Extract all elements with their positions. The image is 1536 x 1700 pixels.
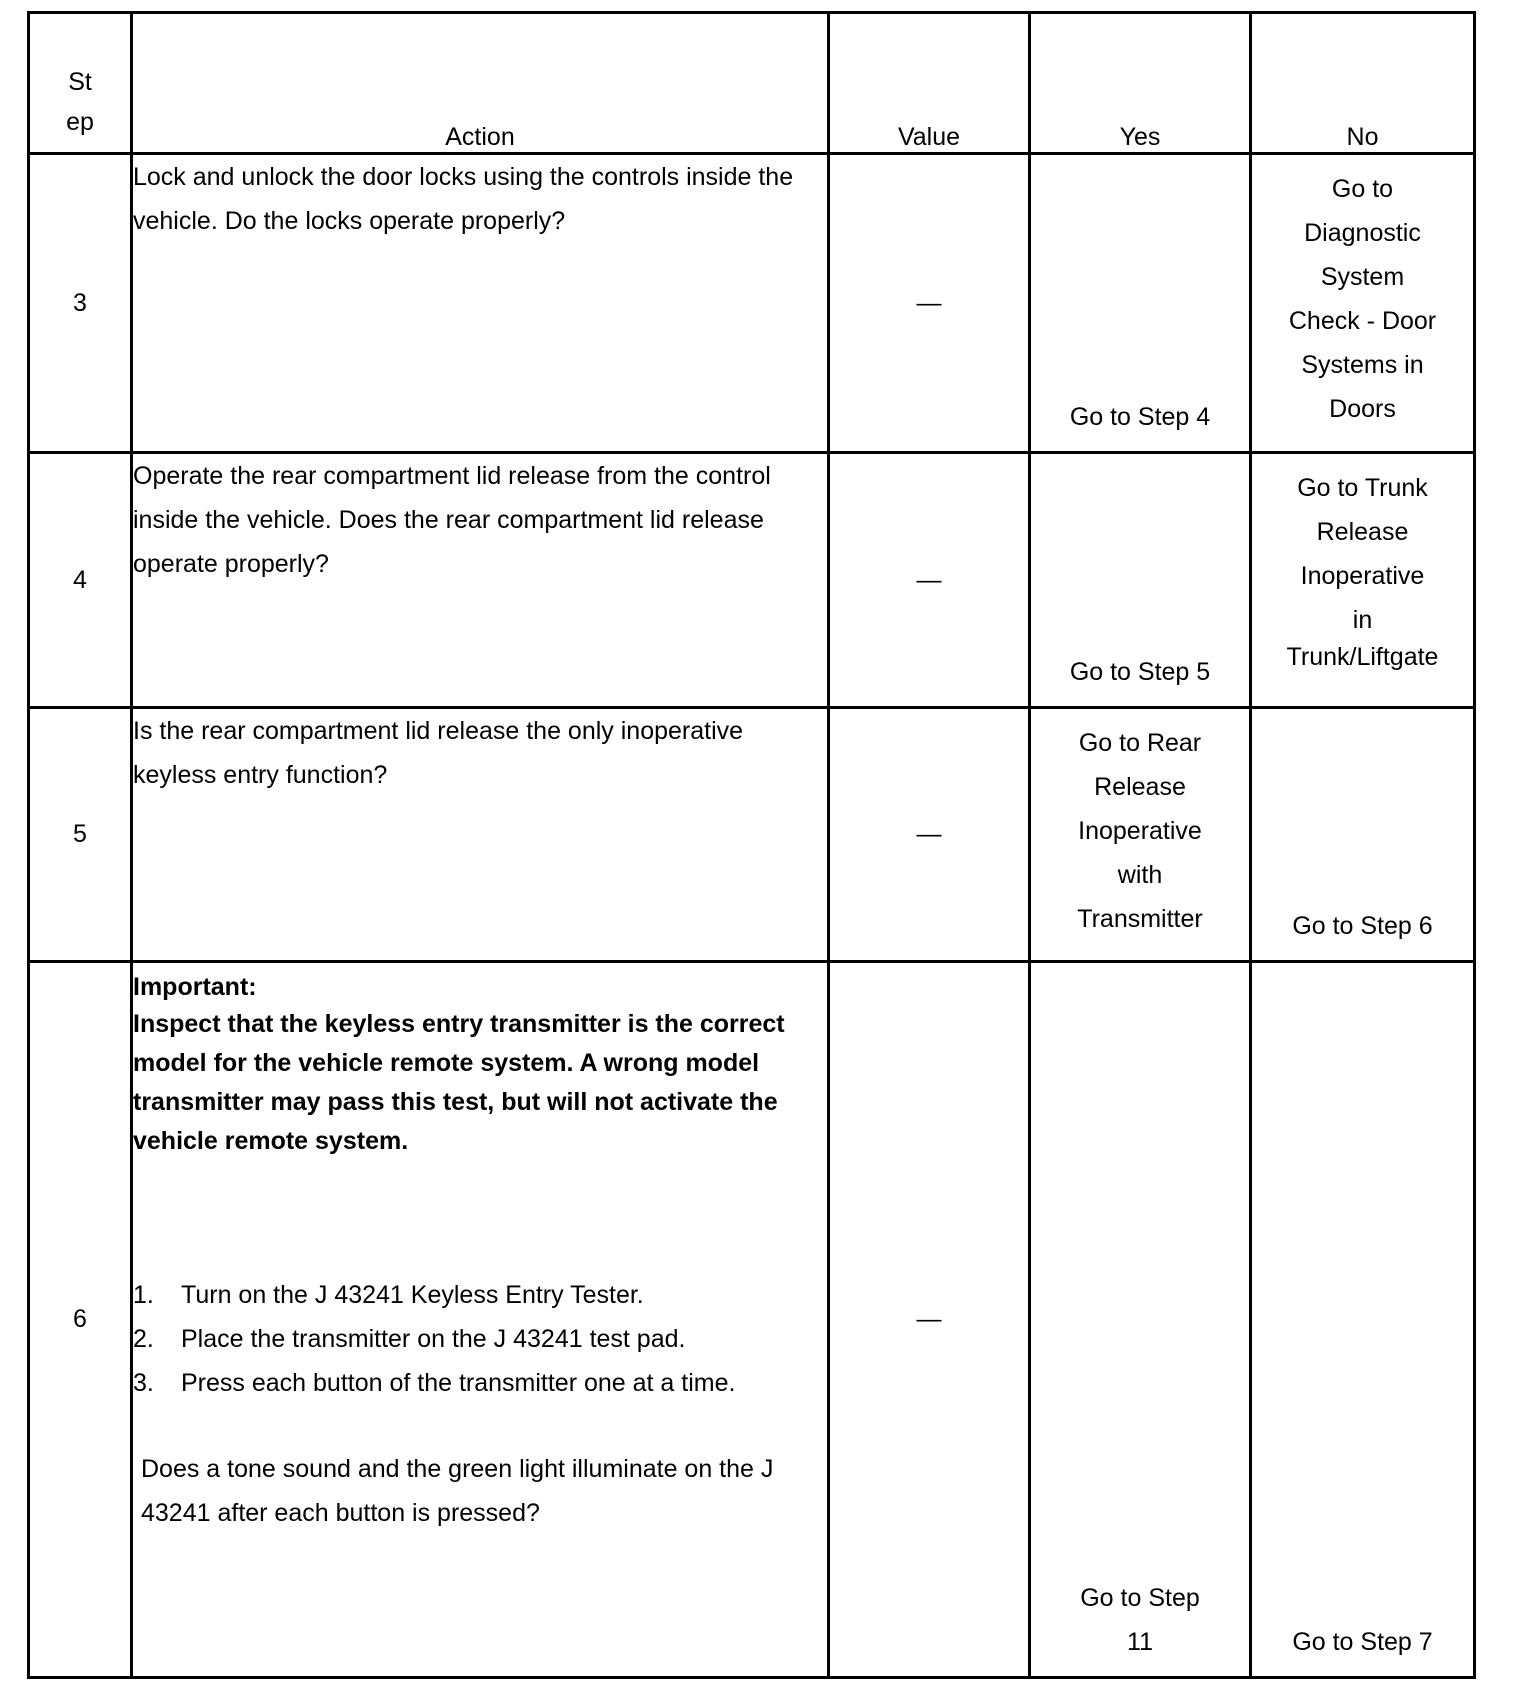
diagnostic-table <box>27 11 1476 1679</box>
step-header: St ep <box>29 13 132 154</box>
no-link[interactable]: Go to Diagnostic System Check - Door Systems in Doors <box>1288 175 1437 423</box>
header-row <box>29 13 1475 154</box>
action-header: Action <box>132 13 829 154</box>
no-link[interactable]: Go to Trunk Release Inoperative in Trunk/Liftgate <box>1286 474 1439 671</box>
value-header: Value <box>829 13 1030 154</box>
yes-cell <box>1030 962 1251 1678</box>
no-link[interactable]: Go to Step 7 <box>1292 1628 1433 1656</box>
action-text: Is the rear compartment lid release the only inoperative keyless entry function? <box>132 708 829 962</box>
list-item: 1. Turn on the J 43241 Keyless Entry Tester. <box>133 1281 644 1309</box>
yes-link[interactable]: Go to Rear Release Inoperative with Transmitter <box>1077 729 1203 933</box>
table-row <box>29 962 1475 1678</box>
question-text: Does a tone sound and the green light illuminate on the J 43241 after each button is pressed? <box>141 1455 774 1527</box>
value-cell: — <box>829 962 1030 1678</box>
step-number: 6 <box>29 962 132 1678</box>
no-cell <box>1251 708 1475 962</box>
no-link[interactable]: Go to Step 6 <box>1292 912 1433 940</box>
step-number: 5 <box>29 708 132 962</box>
action-text <box>132 962 829 1678</box>
yes-cell <box>1030 154 1251 453</box>
no-header: No <box>1251 13 1475 154</box>
yes-link[interactable]: Go to Step 11 <box>1080 1584 1200 1656</box>
table-row <box>29 453 1475 708</box>
table-row <box>29 154 1475 453</box>
step-number: 4 <box>29 453 132 708</box>
yes-cell <box>1030 708 1251 962</box>
action-text: Operate the rear compartment lid release from the control inside the vehicle. Does the rear compartment lid release operate properly? <box>132 453 829 708</box>
yes-link[interactable]: Go to Step 4 <box>1069 403 1211 431</box>
value-cell: — <box>829 708 1030 962</box>
yes-link[interactable]: Go to Step 5 <box>1069 658 1211 686</box>
no-cell <box>1251 154 1475 453</box>
procedure-list <box>133 1273 827 1405</box>
important-note: Inspect that the keyless entry transmitter is the correct model for the vehicle remote system. A wrong model transmitter may pass this test, but will not activate the vehicle remote system. <box>133 1010 785 1155</box>
yes-cell <box>1030 453 1251 708</box>
list-item: 2. Place the transmitter on the J 43241 test pad. <box>133 1325 686 1353</box>
table-row <box>29 708 1475 962</box>
value-cell: — <box>829 154 1030 453</box>
step-number: 3 <box>29 154 132 453</box>
action-text: Lock and unlock the door locks using the controls inside the vehicle. Do the locks operate properly? <box>132 154 829 453</box>
yes-header: Yes <box>1030 13 1251 154</box>
no-cell <box>1251 453 1475 708</box>
no-cell <box>1251 962 1475 1678</box>
value-cell: — <box>829 453 1030 708</box>
list-item: 3. Press each button of the transmitter one at a time. <box>133 1369 736 1397</box>
important-label: Important: <box>133 973 257 1001</box>
